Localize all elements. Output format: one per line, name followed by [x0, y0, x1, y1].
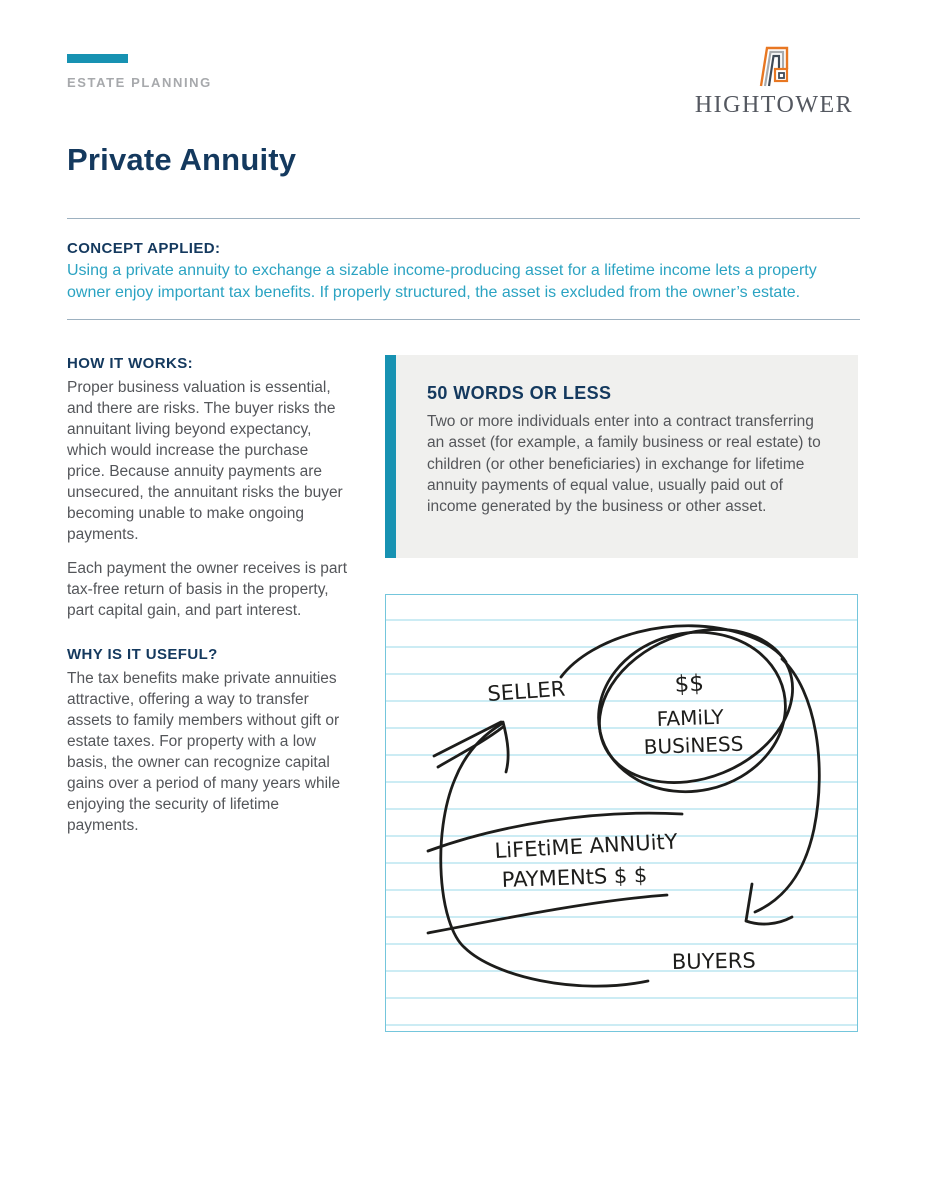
fifty-words-callout	[385, 355, 858, 558]
fifty-words-body: Two or more individuals enter into a contract transferring an asset (for example, a family business or real estate) to children (or other beneficiaries) in exchange for lifetime annuity payments of equal value, usually paid out of income generated by the business or other asset.	[427, 413, 821, 516]
page-title: Private Annuity	[67, 142, 297, 177]
sketch-ink	[428, 602, 819, 986]
label-annuity-line1: LiFEtiME ANNUitY	[494, 829, 679, 863]
why-useful-paragraph: The tax benefits make private annuities attractive, offering a way to transfer assets to family members without gift or estate taxes. For property with a low basis, the owner can recognize capital gains over a period of many years while enjoying the security of lifetime payments.	[67, 670, 341, 834]
concept-applied-body: Using a private annuity to exchange a sizable income-producing asset for a lifetime income lets a property owner enjoy important tax benefits. If properly structured, the asset is excluded from the owner’s estate.	[67, 262, 817, 301]
teal-accent-bar	[67, 54, 128, 63]
divider-top	[67, 218, 860, 219]
why-useful-heading: WHY IS IT USEFUL?	[67, 646, 218, 663]
how-it-works-paragraph-2: Each payment the owner receives is part tax-free return of basis in the property, part capital gain, and part interest.	[67, 560, 347, 619]
label-money: $$	[673, 670, 705, 698]
sketch-canvas	[386, 595, 857, 1031]
label-family: FAMiLY	[656, 704, 725, 731]
concept-applied-heading: CONCEPT APPLIED:	[67, 240, 221, 257]
payment-stroke-lower	[428, 895, 667, 933]
hightower-logo	[690, 42, 858, 119]
how-it-works-paragraph-1: Proper business valuation is essential, and there are risks. The buyer risks the annuitant living beyond expectancy, which would increase the purchase price. Because annuity payments are unsecured, the annuitant risks the buyer becoming unable to make ongoing payments.	[67, 379, 343, 543]
callout-accent-bar	[385, 355, 396, 558]
left-column	[67, 355, 349, 849]
label-seller: SELLER	[486, 676, 567, 706]
label-annuity-line2: PAYMENtS $ $	[501, 862, 648, 892]
label-business: BUSiNESS	[643, 731, 744, 759]
fifty-words-heading: 50 WORDS OR LESS	[427, 383, 612, 403]
how-it-works-heading: HOW IT WORKS:	[67, 355, 194, 372]
label-buyers: BUYERS	[671, 948, 756, 974]
cycle-arrow-right	[755, 659, 819, 912]
annuity-flow-sketch	[385, 594, 858, 1032]
divider-concept	[67, 319, 860, 320]
brand-wordmark: HIGHTOWER	[694, 92, 854, 118]
top-arc	[561, 626, 786, 677]
ruled-lines	[386, 620, 857, 1025]
seller-arrowhead-icon	[434, 722, 508, 772]
hightower-logo-icon	[754, 42, 794, 88]
eyebrow-label: ESTATE PLANNING	[67, 75, 212, 90]
